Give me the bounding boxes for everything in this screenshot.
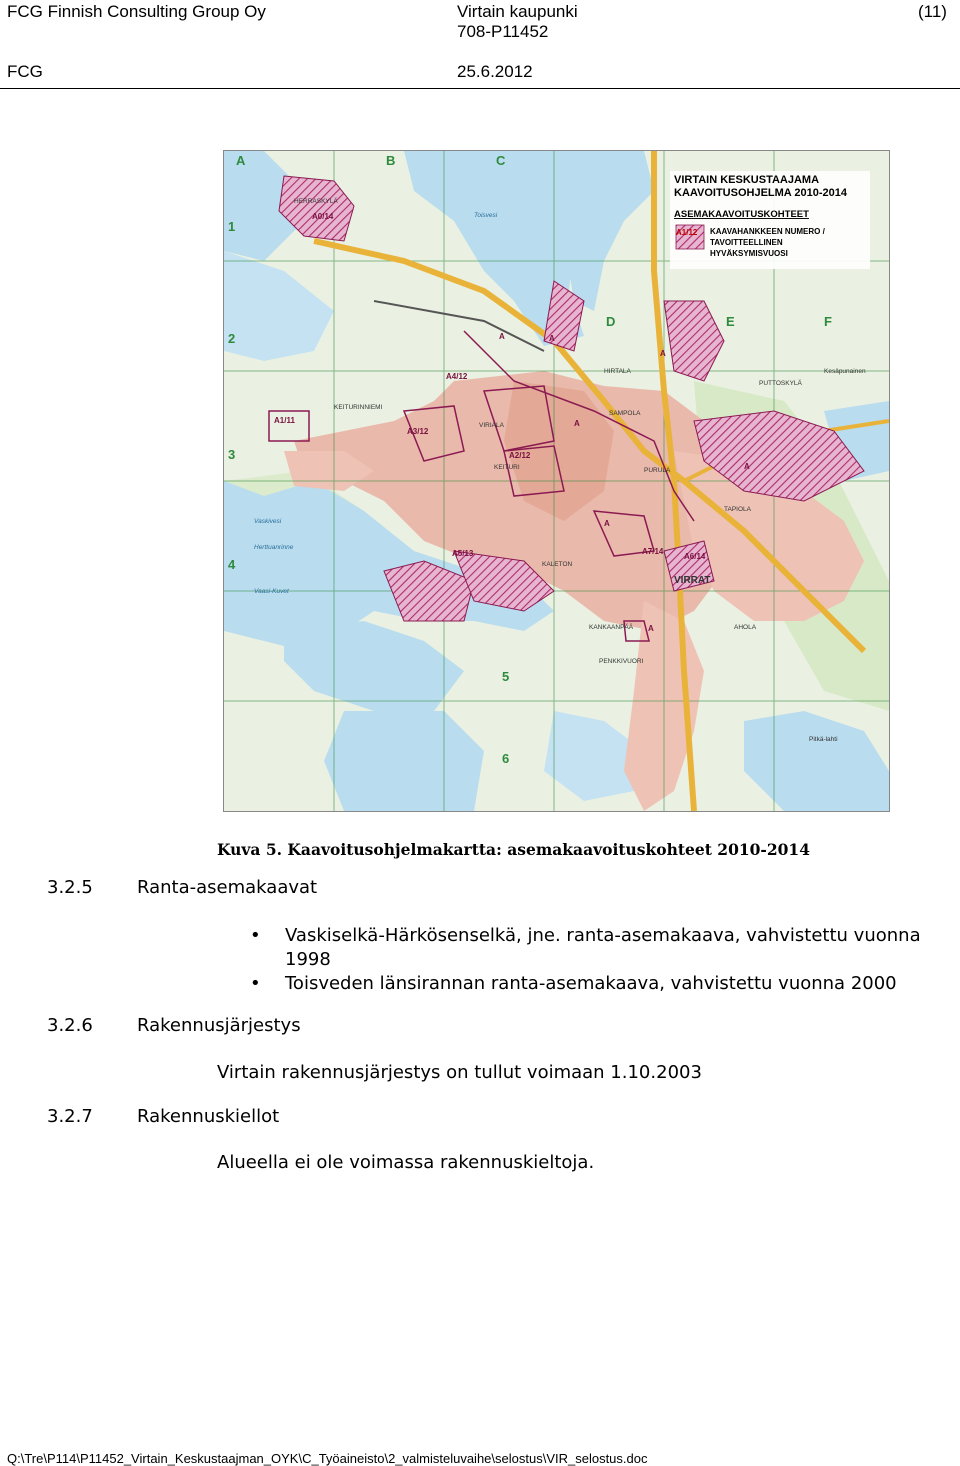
grid-row-label: 3 — [228, 447, 236, 462]
figure-caption: Kuva 5. Kaavoitusohjelmakartta: asemakaavoituskohteet 2010-2014 — [217, 840, 810, 859]
paragraph-rakennuskiellot: Alueella ei ole voimassa rakennuskieltoja. — [217, 1152, 595, 1173]
header-short: FCG — [7, 62, 43, 81]
place-name: Herttuanrinne — [254, 544, 294, 551]
place-name: KALETON — [542, 561, 573, 568]
place-name: VIRRAT — [674, 575, 711, 586]
place-name: PENKKIVUORI — [599, 658, 644, 665]
place-name: HIRTALA — [604, 368, 631, 375]
area-code: A6/14 — [684, 552, 706, 561]
area-code: A — [574, 419, 580, 428]
area-code: A — [660, 349, 666, 358]
place-name: KEITURINNIEMI — [334, 404, 383, 411]
map-svg — [224, 151, 889, 811]
grid-row-label: 1 — [228, 219, 236, 234]
area-code: A0/14 — [312, 212, 334, 221]
place-name: KANKAANPÄÄ — [589, 624, 634, 631]
grid-col-label: F — [824, 314, 832, 329]
grid-col-label: A — [236, 153, 246, 168]
place-name: PUTTOSKYLÄ — [759, 380, 802, 387]
section-heading-3-2-6 — [47, 1015, 301, 1036]
planning-map — [223, 150, 890, 812]
area-code: A — [744, 462, 750, 471]
bullet-item: • Vaskiselkä-Härkösenselkä, jne. ranta-asemakaava, vahvistettu vuonna 1998 — [250, 924, 960, 972]
area-code: A2/12 — [509, 451, 531, 460]
map-legend — [670, 171, 870, 269]
header-page: (11) — [918, 2, 947, 21]
area-code: A1/11 — [274, 416, 295, 425]
grid-col-label: D — [606, 314, 616, 329]
legend-section: ASEMAKAAVOITUSKOHTEET — [674, 209, 809, 220]
place-name: KEITURI — [494, 464, 520, 471]
bullet-item: • Toisveden länsirannan ranta-asemakaava, vahvistettu vuonna 2000 — [250, 972, 960, 996]
grid-row-label: 2 — [228, 331, 236, 346]
place-name: Kesäpunainen — [824, 368, 866, 375]
paragraph-rakennusjarjestys: Virtain rakennusjärjestys on tullut voimaan 1.10.2003 — [217, 1062, 702, 1083]
footer-filepath: Q:\Tre\P114\P11452_Virtain_Keskustaajman_OYK\C_Työaineisto\2_valmisteluvaihe\selostus\VIR_selostus.doc — [7, 1451, 648, 1466]
grid-col-label: E — [726, 314, 735, 329]
header-rule — [0, 88, 960, 89]
section-heading-3-2-7 — [47, 1106, 279, 1127]
header-company: FCG Finnish Consulting Group Oy — [7, 2, 266, 21]
legend-subtitle: KAAVOITUSOHJELMA 2010-2014 — [674, 187, 847, 199]
header-project: 708-P11452 — [457, 22, 549, 41]
grid-row-label: 4 — [228, 557, 236, 572]
grid-col-label: C — [496, 153, 506, 168]
section-number: 3.2.6 — [47, 1015, 93, 1036]
place-name: Pitkä-lahti — [809, 736, 838, 743]
place-name: SAMPOLA — [609, 410, 641, 417]
section-title: Ranta-asemakaavat — [137, 877, 318, 898]
header-date: 25.6.2012 — [457, 62, 533, 81]
section-heading-3-2-5 — [47, 877, 317, 898]
grid-row-label: 6 — [502, 751, 510, 766]
section-number: 3.2.7 — [47, 1106, 93, 1127]
section-number: 3.2.5 — [47, 877, 93, 898]
place-name: PURULA — [644, 467, 671, 474]
area-code: A5/13 — [452, 549, 474, 558]
area-code: A — [549, 334, 555, 343]
area-code: A — [648, 624, 654, 633]
place-name: Vaasi-Kuvet — [254, 588, 289, 595]
legend-desc-2: TAVOITTEELLINEN — [710, 238, 783, 247]
legend-title: VIRTAIN KESKUSTAAJAMA — [674, 174, 820, 186]
grid-col-label: B — [386, 153, 396, 168]
legend-desc-3: HYVÄKSYMISVUOSI — [710, 249, 788, 258]
grid-row-label: 5 — [502, 669, 510, 684]
area-code: A — [499, 332, 505, 341]
header-client: Virtain kaupunki — [457, 2, 578, 21]
bullet-list — [250, 924, 960, 996]
place-name: AHOLA — [734, 624, 757, 631]
legend-code: A1/12 — [676, 228, 698, 237]
area-code: A — [604, 519, 610, 528]
place-name: TAPIOLA — [724, 506, 751, 513]
area-code: A3/12 — [407, 427, 429, 436]
area-code: A7/14 — [642, 547, 664, 556]
place-name: HERRASKYLÄ — [294, 198, 338, 205]
place-name: Vaskivesi — [254, 518, 282, 525]
legend-desc-1: KAAVAHANKKEEN NUMERO / — [710, 227, 825, 236]
area-code: A4/12 — [446, 372, 468, 381]
place-name: VIRIALA — [479, 422, 504, 429]
place-name: Toisvesi — [474, 212, 498, 219]
section-title: Rakennusjärjestys — [137, 1015, 301, 1036]
section-title: Rakennuskiellot — [137, 1106, 280, 1127]
